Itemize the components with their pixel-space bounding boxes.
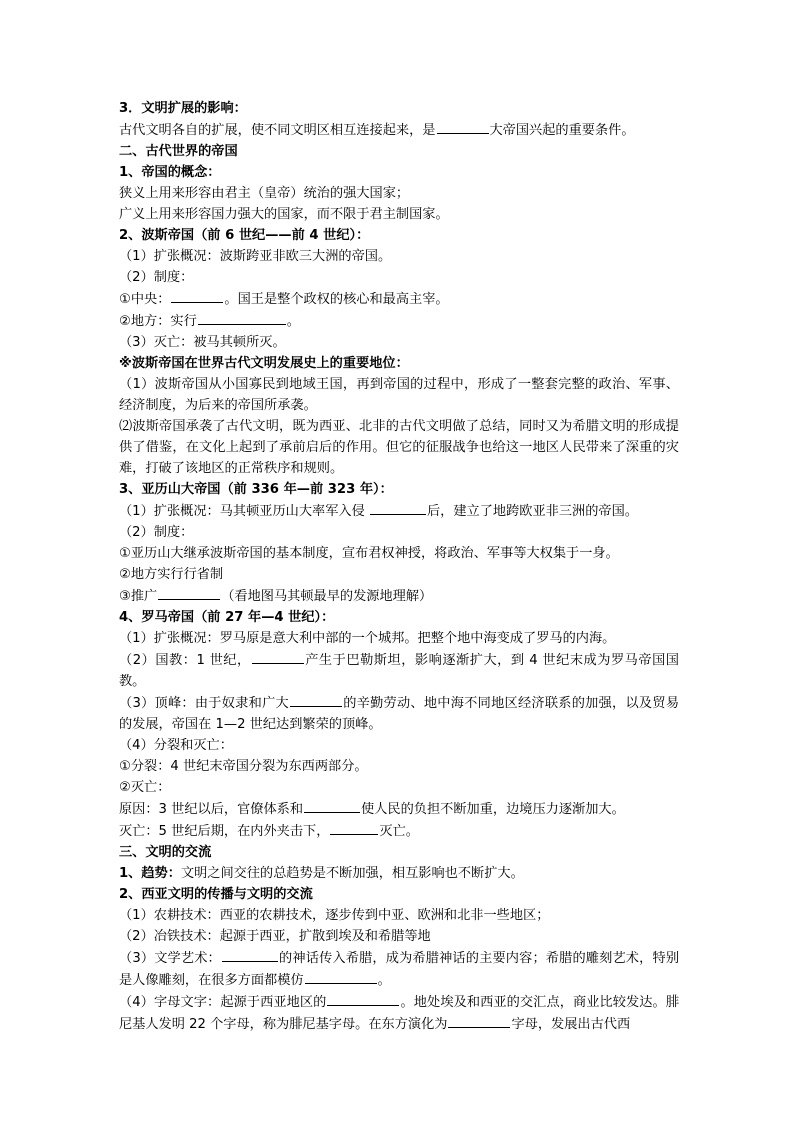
paragraph xyxy=(119,947,679,991)
text: 文明之间交往的总趋势是不断加强，相互影响也不断扩大。 xyxy=(180,866,524,881)
paragraph: ①分裂：4 世纪末帝国分裂为东西两部分。 xyxy=(119,759,368,774)
paragraph: （1）波斯帝国从小国寡民到地域王国，再到帝国的过程中，形成了一整套完整的政治、军事、经济制度，为后来的帝国所承袭。 xyxy=(119,377,679,413)
section-heading: 1、帝国的概念： xyxy=(119,165,221,180)
paragraph xyxy=(119,500,679,522)
text: 使人民的负担不断加重，边境压力逐渐加大。 xyxy=(361,802,625,817)
fill-blank xyxy=(171,288,223,303)
fill-blank xyxy=(252,649,304,664)
fill-blank xyxy=(437,119,489,134)
paragraph xyxy=(119,310,679,332)
text: 灭亡：5 世纪后期，在内外夹击下， xyxy=(119,824,330,839)
text: 。 xyxy=(377,973,391,988)
fill-blank xyxy=(327,991,399,1006)
text: 的神话传入希腊，成为希腊神话的主要内容；希腊的雕刻艺术，特别是人像雕刻，在很多方面都模仿 xyxy=(119,951,680,988)
text: 古代文明各自的扩展，使不同文明区相互连接起来，是 xyxy=(119,123,436,138)
text: （看地图马其顿最早的发源地理解） xyxy=(221,589,433,604)
fill-blank xyxy=(158,585,220,600)
section-heading: 3．文明扩展的影响： xyxy=(119,101,247,116)
text: （2）国教：1 世纪， xyxy=(119,653,251,668)
text: 。 xyxy=(286,314,300,329)
text: 的辛勤劳动、地中海不同地区经济联系的加强，以及贸易的发展，帝国在 1—2 世纪达到繁荣的顶峰。 xyxy=(119,696,680,732)
text: ①中央： xyxy=(119,292,171,307)
fill-blank xyxy=(198,310,286,325)
fill-blank xyxy=(304,798,360,813)
document-page xyxy=(119,98,679,1035)
text: （3）文学艺术： xyxy=(119,951,221,966)
text: 1、趋势： xyxy=(119,866,181,881)
paragraph: （2）冶铁技术：起源于西亚，扩散到埃及和希腊等地 xyxy=(119,929,431,944)
paragraph xyxy=(119,119,679,141)
paragraph xyxy=(119,692,679,735)
paragraph xyxy=(119,991,679,1035)
paragraph: （2）制度： xyxy=(119,525,194,540)
fill-blank xyxy=(290,692,342,707)
section-heading: 3、亚历山大帝国（前 336 年—前 323 年）： xyxy=(119,482,393,497)
section-heading: ※波斯帝国在世界古代文明发展史上的重要地位： xyxy=(119,356,409,371)
paragraph xyxy=(119,585,679,607)
text: 灭亡。 xyxy=(379,824,419,839)
chapter-heading: 三、文明的交流 xyxy=(119,845,212,860)
paragraph: 广义上用来形容国力强大的国家，而不限于君主制国家。 xyxy=(119,207,449,222)
text: 。地处埃及和西亚的交汇点，商业比较发达。腓尼基人发明 22 个字母，称为腓尼基字母。在东方演化为 xyxy=(119,995,680,1032)
text: 字母，发展出古代西 xyxy=(511,1017,631,1032)
text: 产生于巴勒斯坦，影响逐渐扩大，到 4 世纪末成为罗马帝国国教。 xyxy=(119,653,679,689)
section-heading: 2、西亚文明的传播与文明的交流 xyxy=(119,887,313,902)
section-heading: 4、罗马帝国（前 27 年—4 世纪）： xyxy=(119,610,335,625)
paragraph: ②灭亡： xyxy=(119,780,171,795)
text: （1）扩张概况：马其顿亚历山大率军入侵 xyxy=(119,504,369,519)
text: ③推广 xyxy=(119,589,158,604)
paragraph: ①亚历山大继承波斯帝国的基本制度，宣布君权神授，将政治、军事等大权集于一身。 xyxy=(119,546,619,561)
paragraph: （3）灭亡：被马其顿所灭。 xyxy=(119,335,286,350)
paragraph xyxy=(119,649,679,692)
paragraph xyxy=(119,820,679,842)
fill-blank xyxy=(305,969,377,984)
fill-blank xyxy=(370,500,426,515)
paragraph: （2）制度： xyxy=(119,270,194,285)
section-heading: 2、波斯帝国（前 6 世纪——前 4 世纪）： xyxy=(119,228,370,243)
text: 后，建立了地跨欧亚非三洲的帝国。 xyxy=(426,504,638,519)
paragraph: ⑵波斯帝国承袭了古代文明，既为西亚、北非的古代文明做了总结，同时又为希腊文明的形成提供了借鉴，在文化上起到了承前启后的作用。但它的征服战争也给这一地区人民带来了深重的灾难，打破了该地区的正常秩序和规则。 xyxy=(119,419,679,476)
text: ②地方：实行 xyxy=(119,314,197,329)
paragraph: （1）扩张概况：罗马原是意大利中部的一个城邦。把整个地中海变成了罗马的内海。 xyxy=(119,631,616,646)
paragraph: （1）扩张概况：波斯跨亚非欧三大洲的帝国。 xyxy=(119,249,392,264)
chapter-heading: 二、古代世界的帝国 xyxy=(119,144,238,159)
paragraph xyxy=(119,798,679,820)
text: 原因：3 世纪以后，官僚体系和 xyxy=(119,802,304,817)
paragraph xyxy=(119,288,679,310)
text: （3）顶峰：由于奴隶和广大 xyxy=(119,696,289,711)
fill-blank xyxy=(330,820,378,835)
paragraph: 狭义上用来形容由君主（皇帝）统治的强大国家； xyxy=(119,186,410,201)
text: （4）字母文字：起源于西亚地区的 xyxy=(119,995,327,1010)
paragraph: （4）分裂和灭亡： xyxy=(119,738,233,753)
paragraph: （1）农耕技术：西亚的农耕技术，逐步传到中亚、欧洲和北非一些地区； xyxy=(119,908,550,923)
paragraph xyxy=(119,863,679,884)
text: 大帝国兴起的重要条件。 xyxy=(489,123,635,138)
paragraph: ②地方实行行省制 xyxy=(119,567,224,582)
text: 。国王是整个政权的核心和最高主宰。 xyxy=(224,292,449,307)
fill-blank xyxy=(222,947,278,962)
fill-blank xyxy=(448,1013,510,1028)
